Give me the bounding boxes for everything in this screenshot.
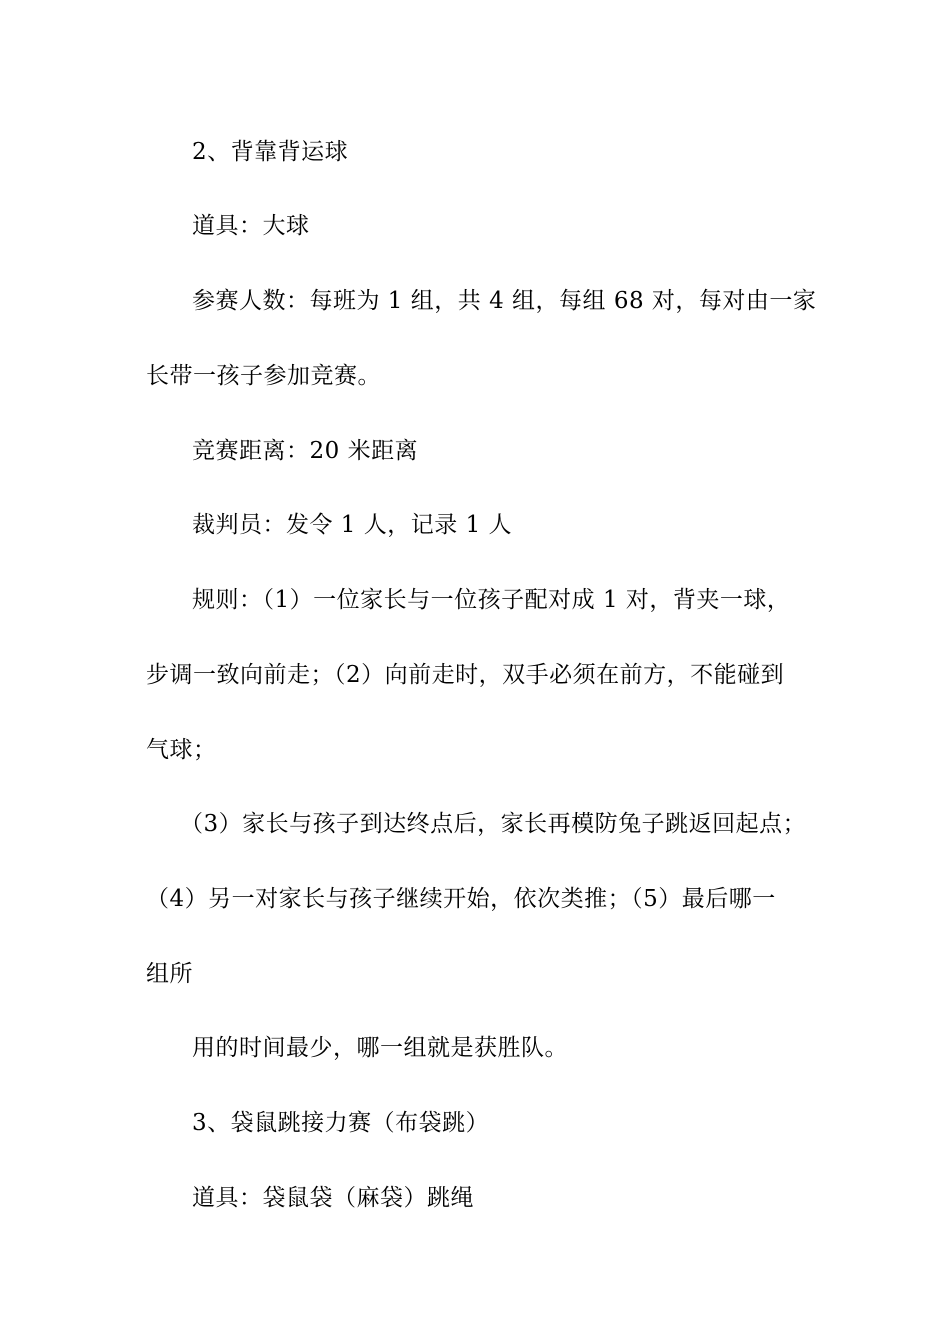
rules-line: 规则：（1）一位家长与一位孩子配对成 1 对，背夹一球， — [192, 587, 791, 613]
rules-line-cont-2: 气球； — [146, 737, 217, 763]
distance-line: 竞赛距离：20 米距离 — [192, 438, 419, 464]
section-heading-3: 3、袋鼠跳接力赛（布袋跳） — [192, 1110, 490, 1136]
props-line-3: 道具：袋鼠袋（麻袋）跳绳 — [192, 1185, 474, 1211]
section-heading-2: 2、背靠背运球 — [192, 139, 349, 165]
rules-line-5: 用的时间最少，哪一组就是获胜队。 — [192, 1035, 568, 1061]
props-line: 道具：大球 — [192, 213, 310, 239]
rules-line-4-cont: 组所 — [146, 961, 193, 987]
participants-line-cont: 长带一孩子参加竞赛。 — [146, 363, 381, 389]
rules-line-3: （3）家长与孩子到达终点后，家长再模防兔子跳返回起点； — [180, 811, 807, 837]
rules-line-cont-1: 步调一致向前走；（2）向前走时，双手必须在前方，不能碰到 — [146, 662, 785, 688]
referee-line: 裁判员：发令 1 人，记录 1 人 — [192, 512, 513, 538]
participants-line: 参赛人数：每班为 1 组，共 4 组，每组 68 对，每对由一家 — [192, 288, 817, 314]
rules-line-4: （4）另一对家长与孩子继续开始，依次类推；（5）最后哪一 — [146, 886, 776, 912]
